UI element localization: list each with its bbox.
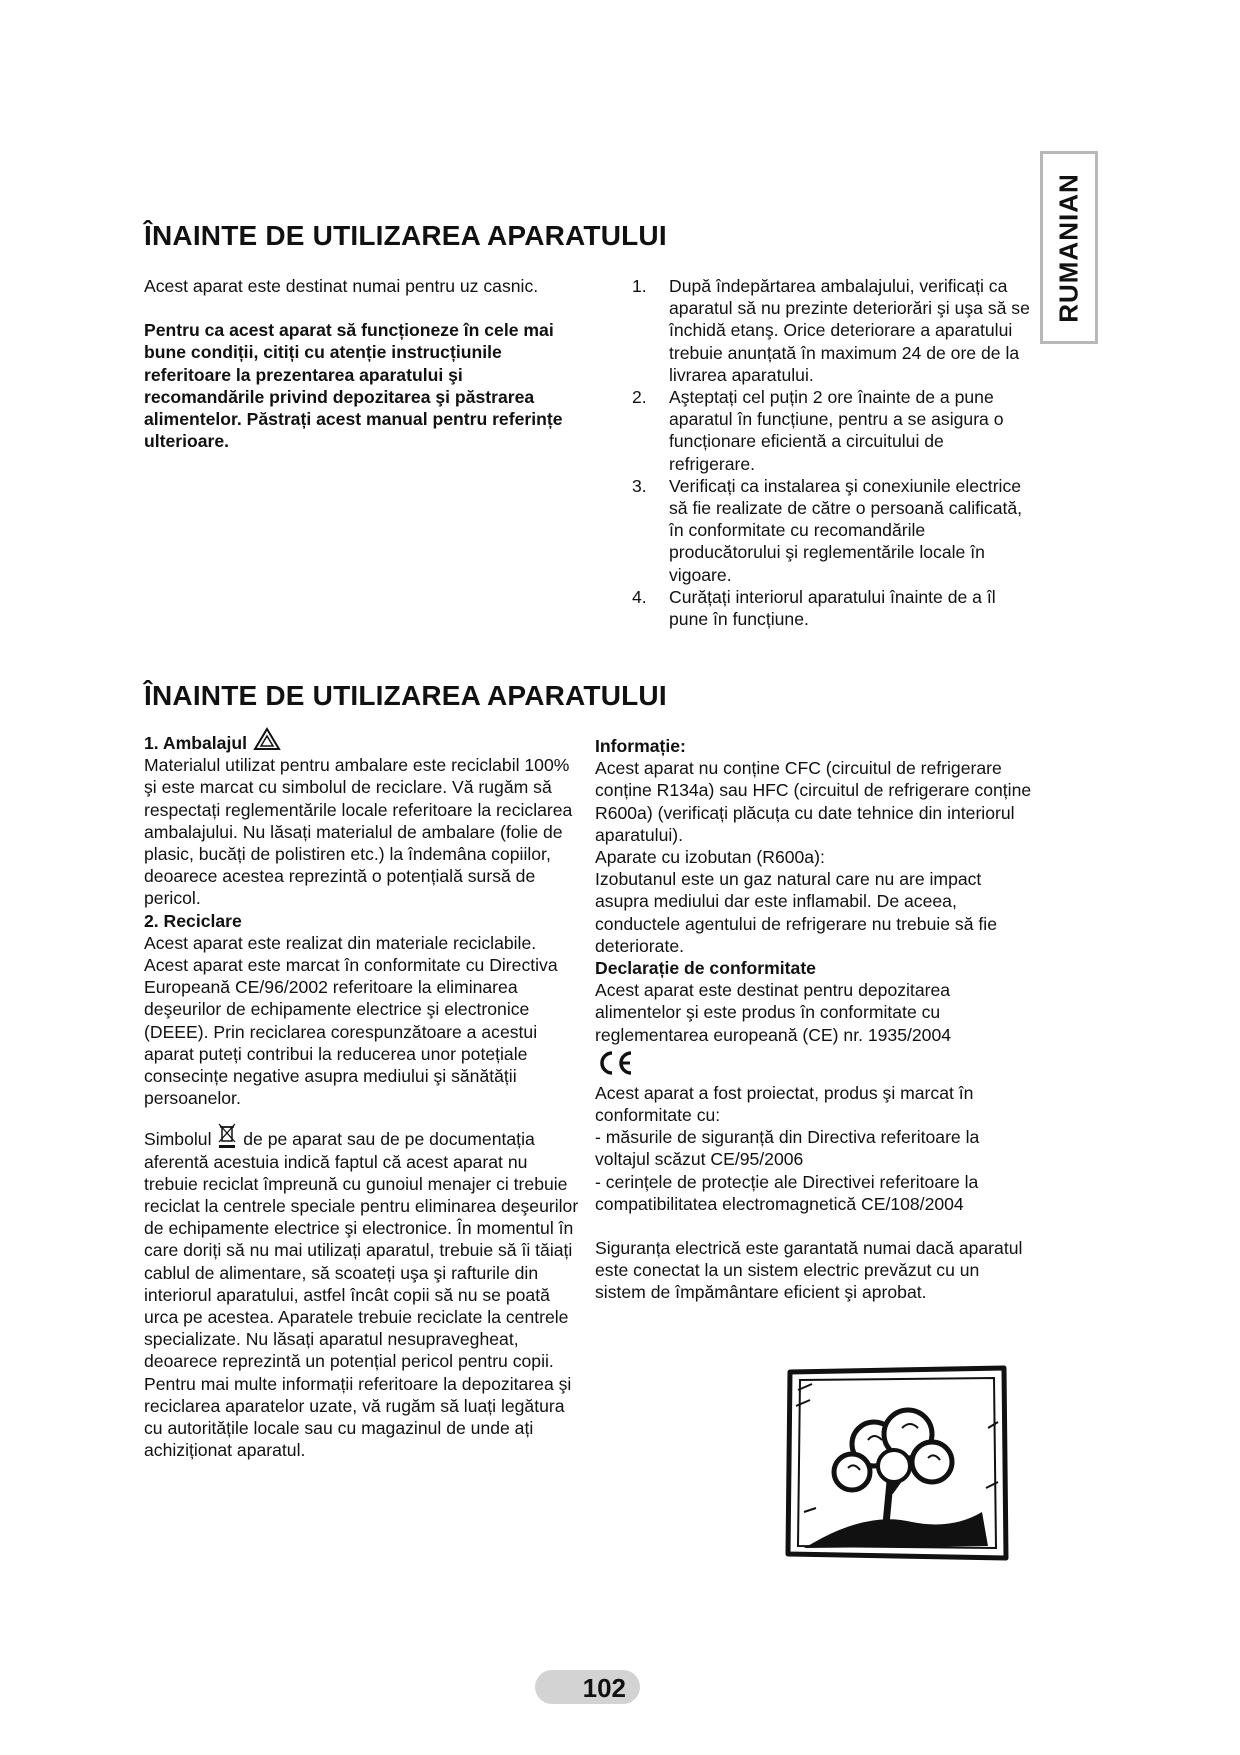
page-number-badge [535,1670,640,1704]
step-item [632,586,1032,630]
step-item [632,475,1032,586]
ce-mark-icon [595,1050,635,1076]
intro-column [144,275,584,452]
recycling-text-2: Acest aparat este marcat în conformitate cu Directiva Europeană CE/96/2002 referitoare la eliminarea deşeurilor de echipamente electrice şi electronice (DEEE). Prin reciclarea corespunzătoare a acestui aparat puteți contribui la reducerea unor potețiale consecințe negative asupra mediului şi sănătății persoanelor. [144,955,558,1109]
symbol-lead: Simbolul [144,1129,212,1150]
language-tab-label: RUMANIAN [1053,172,1084,323]
step-number: 1. [632,276,647,296]
step-number: 4. [632,586,647,607]
step-item [632,275,1032,386]
eco-tree-illustration [782,1362,1012,1562]
recycling-text-1: Acest aparat este realizat din materiale reciclabile. [144,932,537,953]
info-heading: Informație: [595,736,686,756]
recycling-heading: 2. Reciclare [144,910,242,931]
section-title-before-use: ÎNAINTE DE UTILIZAREA APARATULUI [144,220,667,251]
packaging-text: Materialul utilizat pentru ambalare este reciclabil 100% şi este marcat cu simbolul de reciclare. Vă rugăm să respectați reglementările locale referitoare la reciclarea ambalajului. Nu lăsați materialul de ambalare (folie de plasic, bucăți de polistiren etc.) la îndemâna copiilor, deoarece acestea reprezintă o potențială sursă de pericol. [144,755,573,909]
step-text: După îndepărtarea ambalajului, verificați ca aparatul să nu prezinte deteriorări şi uşa să se închidă etanş. Orice deteriorare a aparatului trebuie anunțată în maximum 24 de ore de la livrarea aparatului. [669,276,1030,385]
conformity-heading: Declarație de conformitate [595,958,816,979]
intro-text: Acest aparat este destinat numai pentru uz casnic. [144,276,539,296]
intro-bold-note: Pentru ca acest aparat să funcționeze în cele mai bune condiții, citiți cu atenție instrucțiunile referitoare la prezentarea aparatului şi recomandările privind depozitarea şi păstrarea alimentelor. Păstrați acest manual pentru referințe ulterioare. [144,320,563,452]
step-number: 3. [632,475,647,496]
step-number: 2. [632,387,647,408]
weee-bin-icon [216,1121,238,1149]
step-text: Verificați ca instalarea şi conexiunile electrice să fie realizate de către o persoană calificată, în conformitate cu recomandările producătorului şi reglementările locale în vigoare. [669,475,1023,585]
step-item [632,386,1032,475]
packaging-heading: 1. Ambalajul [144,733,247,753]
section-title-before-use-2: ÎNAINTE DE UTILIZAREA APARATULUI [144,680,667,711]
symbol-text: de pe aparat sau de pe documentația aferentă acestuia indică faptul că acest aparat nu trebuie reciclat împreună cu gunoiul menajer ci trebuie reciclat la centrele speciale pentru eliminarea deşeurilor de echipamente electrice şi electronice. În momentul în care doriți să nu mai utilizați aparatul, trebuie să îi tăiați cablul de alimentare, să scoateți uşa şi rafturile din interiorul aparatului, astfel încât copii să nu se poată urca pe acestea. Aparatele trebuie reciclate la centrele specializate. Nu lăsați aparatul nesupravegheat, deoarece reprezintă un potențial pericol pentru copii. Pentru mai multe informații referitoare la depozitarea şi reciclarea aparatelor uzate, vă rugăm să luați legătura cu autoritățile locale sau cu magazinul de unde ați achiziționat aparatul. [144,1129,579,1461]
info-text-2: Aparate cu izobutan (R600a): [595,847,825,868]
recycle-icon [252,727,282,753]
conformity-item-1: - măsurile de siguranță din Directiva referitoare la voltajul scăzut CE/95/2006 [595,1127,980,1170]
info-column [595,735,1035,1304]
conformity-text: Acest aparat este destinat pentru depozitarea alimentelor şi este produs în conformitate cu reglementarea europeană (CE) nr. 1935/2004 [595,980,952,1045]
page-number: 102 [582,1673,626,1703]
safety-text: Siguranța electrică este garantată numai dacă aparatul este conectat la un sistem electric prevăzut cu un sistem de împământare eficient şi aprobat. [595,1238,1023,1303]
conformity-text-2: Acest aparat a fost proiectat, produs şi marcat în conformitate cu: [595,1082,974,1126]
language-tab [1040,151,1098,344]
steps-list [632,275,1032,630]
step-text: Curățați interiorul aparatului înainte de a îl pune în funcțiune. [669,586,996,630]
conformity-item-2: - cerințele de protecție ale Directivei referitoare la compatibilitatea electromagnetică CE/108/2004 [595,1171,979,1214]
info-text-1: Acest aparat nu conține CFC (circuitul de refrigerare conține R134a) sau HFC (circuitul de refrigerare conține R600a) (verificați plăcuța cu date tehnice din interiorul aparatului). [595,758,1032,845]
recycling-column [144,727,584,1462]
step-text: Aşteptați cel puțin 2 ore înainte de a pune aparatul în funcțiune, pentru a se asigura o funcționare eficientă a circuitului de refrigerare. [669,387,1004,474]
info-text-3: Izobutanul este un gaz natural care nu are impact asupra mediului dar este inflamabil. De aceea, conductele agentului de refrigerare nu trebuie să fie deteriorate. [595,869,997,956]
